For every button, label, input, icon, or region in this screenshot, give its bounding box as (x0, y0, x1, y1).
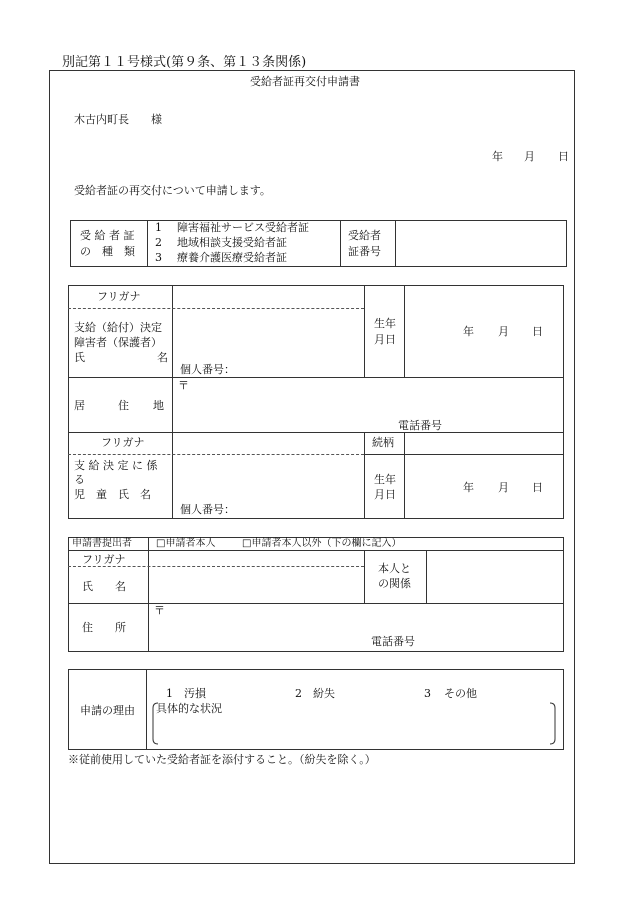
cert-option-2-num: 2 (155, 236, 162, 249)
reason-option-2-text[interactable]: 紛失 (313, 687, 335, 700)
child-furigana-field[interactable] (174, 434, 362, 452)
date-year-label: 年 (492, 150, 503, 163)
address-label-2: 住 (118, 399, 129, 412)
applicant-birth-label-2: 月日 (374, 333, 396, 346)
submitter-furigana-field[interactable] (150, 552, 362, 565)
child-mynumber-label: 個人番号： (180, 503, 235, 516)
child-furigana-label: フリガナ (101, 436, 145, 449)
address-field[interactable] (174, 379, 562, 430)
reason-option-1-num: 1 (166, 687, 173, 700)
date-month-label: 月 (524, 150, 535, 163)
reason-option-3-text[interactable]: その他 (444, 687, 477, 700)
address-label-1: 居 (74, 399, 85, 412)
applicant-furigana-field[interactable] (174, 287, 362, 306)
reason-detail-label: 具体的な状況 (156, 702, 222, 715)
reason-option-1-text[interactable]: 汚損 (184, 687, 206, 700)
child-birth-label-2: 月日 (374, 488, 396, 501)
cert-option-1-num: 1 (155, 221, 162, 234)
submitter-postal-mark: 〒 (154, 604, 165, 617)
submitter-relation-label-2: の関係 (378, 577, 411, 590)
child-birth-month: 月 (498, 481, 509, 494)
applicant-birth-year: 年 (463, 325, 474, 338)
intro-text: 受給者証の再交付について申請します。 (74, 184, 271, 197)
child-name-label-1: 支 給 決 定 に 係 (74, 459, 158, 472)
applicant-mynumber-label: 個人番号： (180, 363, 235, 376)
cert-number-field[interactable] (397, 222, 565, 265)
applicant-furigana-label: フリガナ (97, 290, 141, 303)
date-day-label: 日 (558, 150, 569, 163)
form-number-label: 別記第１１号様式(第９条、第１３条関係) (62, 55, 307, 70)
submitter-address-field[interactable] (150, 605, 562, 650)
submitter-self-checkbox[interactable]: □申請者本人 (156, 538, 216, 549)
submitter-name-label: 氏 名 (82, 580, 126, 593)
applicant-birth-label-1: 生年 (374, 317, 396, 330)
applicant-birth-day: 日 (532, 325, 543, 338)
applicant-name-label-3: 氏 (74, 351, 85, 364)
child-name-field[interactable] (174, 456, 362, 500)
address-postal-mark: 〒 (178, 379, 189, 392)
address-label-3: 地 (153, 399, 164, 412)
submitter-relation-label-1: 本人と (378, 562, 411, 575)
cert-number-label-2: 証番号 (348, 245, 381, 258)
reason-option-3-num: 3 (424, 687, 431, 700)
submitter-address-label: 住 所 (82, 621, 126, 634)
cert-option-2-text: 地域相談支援受給者証 (177, 236, 287, 249)
child-birth-day: 日 (532, 481, 543, 494)
submitter-relation-field[interactable] (428, 552, 562, 601)
cert-option-1-text: 障害福祉サービス受給者証 (177, 221, 309, 234)
submitter-label: 申請書提出者 (72, 538, 132, 549)
submitter-name-field[interactable] (150, 568, 362, 601)
relation-label: 続柄 (372, 436, 394, 449)
child-birth-year: 年 (463, 481, 474, 494)
child-birth-label-1: 生年 (374, 473, 396, 486)
reason-option-2-num: 2 (295, 687, 302, 700)
cert-option-3-text: 療養介護医療受給者証 (177, 251, 287, 264)
child-name-label-2: る (74, 473, 85, 486)
applicant-name-label-4: 名 (157, 351, 168, 364)
reason-detail-field[interactable] (156, 717, 554, 743)
submitter-other-checkbox[interactable]: □申請者本人以外（下の欄に記入） (242, 538, 402, 549)
reason-label: 申請の理由 (80, 704, 135, 717)
cert-number-label-1: 受給者 (348, 229, 381, 242)
addressee: 木古内町長 様 (74, 113, 162, 126)
footnote: ※従前使用していた受給者証を添付すること。（紛失を除く。） (68, 753, 376, 766)
applicant-name-label-1: 支給（給付）決定 (74, 321, 162, 334)
cert-option-3-num: 3 (155, 251, 162, 264)
form-title: 受給者証再交付申請書 (250, 75, 360, 88)
applicant-name-field[interactable] (174, 310, 362, 360)
cert-type-label-2: の 種 類 (80, 245, 135, 258)
submitter-phone-label: 電話番号 (371, 635, 415, 648)
applicant-birth-month: 月 (498, 325, 509, 338)
applicant-name-label-2: 障害者（保護者） (74, 336, 162, 349)
submitter-furigana-label: フリガナ (82, 553, 126, 566)
cert-type-label-1: 受 給 者 証 (80, 229, 135, 242)
child-name-label-3: 児 童 氏 名 (74, 488, 151, 501)
address-phone-label: 電話番号 (398, 419, 442, 432)
relation-field[interactable] (406, 434, 562, 452)
